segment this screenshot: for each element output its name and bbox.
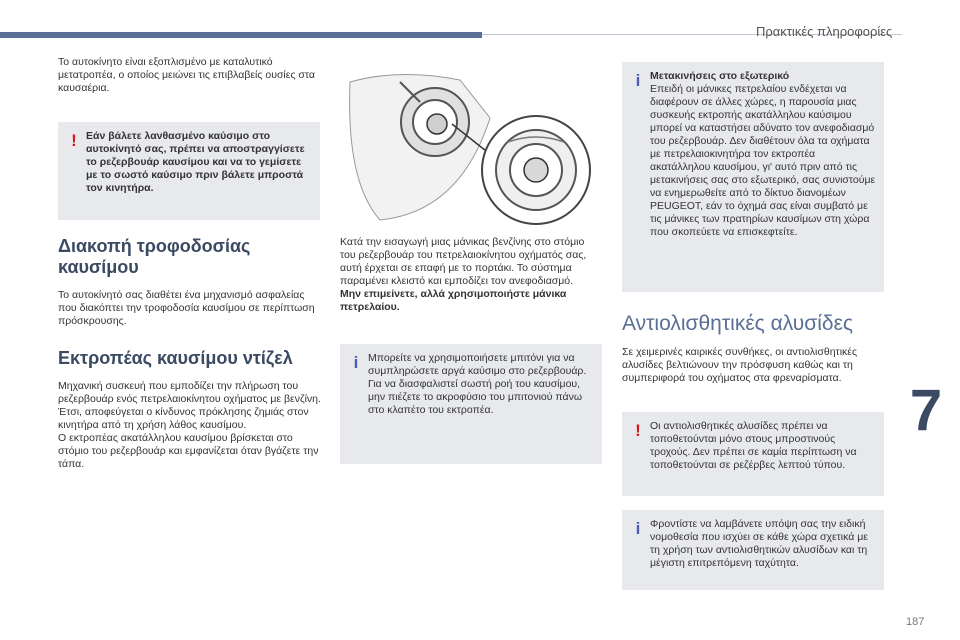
info-box-can bbox=[340, 344, 602, 464]
info-abroad-content: Μετακινήσεις στο εξωτερικό Επειδή οι μάνικες πετρελαίου ενδέχεται να διαφέρουν σε άλλες χώρες, η παρουσία μιας συσκευής εκτροπής ακατάλληλου καύσιμου μπορεί να καταστήσει αδύνατο τον ανεφοδιασμό του ρεζερβουάρ. Δεν διαθέτουν όλα τα οχήματα με πετρελαιοκινητήρα τον εκτροπέα ακατάλληλου καυσίμου, γι' αυτό πριν από τις μετακινήσεις σας στο εξωτερικό, σας συνιστούμε να ενημερωθείτε από το δίκτυο διανομέων PEUGEOT, εάν το όχημά σας είναι συμβατό με τις μάνικες των πρατηρίων καυσίμων στη χώρα που σκοπεύετε να επισκεφτείτε. bbox=[650, 70, 876, 238]
page-header-title: Πρακτικές πληροφορίες bbox=[756, 24, 893, 39]
section-title-fuel-cutoff: Διακοπή τροφοδοσίας καυσίμου bbox=[58, 236, 251, 277]
diesel-nozzle-text: Κατά την εισαγωγή μιας μάνικας βενζίνης στο στόμιο του ρεζερβουάρ του πετρελαιοκίνητου οχήματός σας, αυτή έρχεται σε επαφή με το πορτάκι. Το σύστημα παραμένει κλειστό και εμποδίζει τον ανεφοδιασμό. Μην επιμείνετε, αλλά χρησιμοποιήστε μάνικα πετρελαίου. bbox=[340, 236, 587, 313]
warning-box-chains bbox=[622, 412, 884, 496]
chapter-number: 7 bbox=[909, 378, 943, 443]
section-title-diesel-deflector: Εκτροπέας καυσίμου ντίζελ bbox=[58, 348, 293, 368]
info-icon: i bbox=[635, 71, 641, 90]
info-box-abroad bbox=[622, 62, 884, 292]
intro-paragraph: Το αυτοκίνητο είναι εξοπλισμένο με καταλυτικό μετατροπέα, ο οποίος μειώνει τις επιβλαβείς ουσίες στα καυσαέρια. bbox=[58, 56, 315, 94]
fuel-cutoff-text: Το αυτοκίνητό σας διαθέτει ένα μηχανισμό ασφαλείας που διακόπτει την τροφοδοσία καυσίμου σε περίπτωση πρόσκρουσης. bbox=[58, 289, 315, 327]
diesel-deflector-text: Μηχανική συσκευή που εμποδίζει την πλήρωση του ρεζερβουάρ ενός πετρελαιοκίνητου οχήματος με βενζίνη. Έτσι, αποφεύγεται ο κίνδυνος πρόκλησης ζημιάς στον κινητήρα από τη χρήση λάθος καυσίμου. Ο εκτροπέας ακατάλληλου καυσίμου βρίσκεται στο στόμιο του ρεζερβουάρ και εμφανίζεται όταν βγάζετε την τάπα. bbox=[58, 380, 321, 470]
snow-chains-text: Σε χειμερινές καιρικές συνθήκες, οι αντιολισθητικές αλυσίδες βελτιώνουν την πρόσφυση καθώς και τη συμπεριφορά του οχήματος στα φρεναρίσματα. bbox=[622, 346, 858, 384]
info-box-law bbox=[622, 510, 884, 590]
header-bar bbox=[0, 32, 482, 38]
fuel-filler-illustration bbox=[340, 62, 602, 234]
section-title-snow-chains: Αντιολισθητικές αλυσίδες bbox=[622, 312, 854, 335]
info-law-text: Φροντίστε να λαμβάνετε υπόψη σας την ειδική νομοθεσία που ισχύει σε κάθε χώρα σχετικά με τη χρήση των αντιολισθητικών αλυσίδων και τη μέγιστη επιτρεπόμενη ταχύτητα. bbox=[650, 518, 868, 569]
warning-icon: ! bbox=[635, 421, 641, 440]
warning-text: Εάν βάλετε λανθασμένο καύσιμο στο αυτοκίνητό σας, πρέπει να αποστραγγίσετε το ρεζερβουάρ καυσίμου και να το γεμίσετε με το σωστό καύσιμο πριν βάλετε μπροστά τον κινητήρα. bbox=[86, 130, 305, 194]
info-text: Μπορείτε να χρησιμοποιήσετε μπιτόνι για να συμπληρώσετε αργά καύσιμο στο ρεζερβουάρ. Για να διασφαλιστεί σωστή ροή του καυσίμου, μην πιέζετε το ακροφύσιο του μπιτονιού πάνω στο κλαπέτο του εκτροπέα. bbox=[368, 352, 587, 416]
warning-box-fuel bbox=[58, 122, 320, 220]
warning-chains-text: Οι αντιολισθητικές αλυσίδες πρέπει να τοποθετούνται μόνο στους μπροστινούς τροχούς. Δεν πρέπει σε καμία περίπτωση να τοποθετούνται σε ρεζέρβες λεπτού τύπου. bbox=[650, 420, 857, 471]
info-icon: i bbox=[635, 519, 641, 538]
info-icon: i bbox=[353, 353, 359, 372]
warning-icon: ! bbox=[71, 131, 77, 150]
page-number: 187 bbox=[906, 616, 925, 628]
